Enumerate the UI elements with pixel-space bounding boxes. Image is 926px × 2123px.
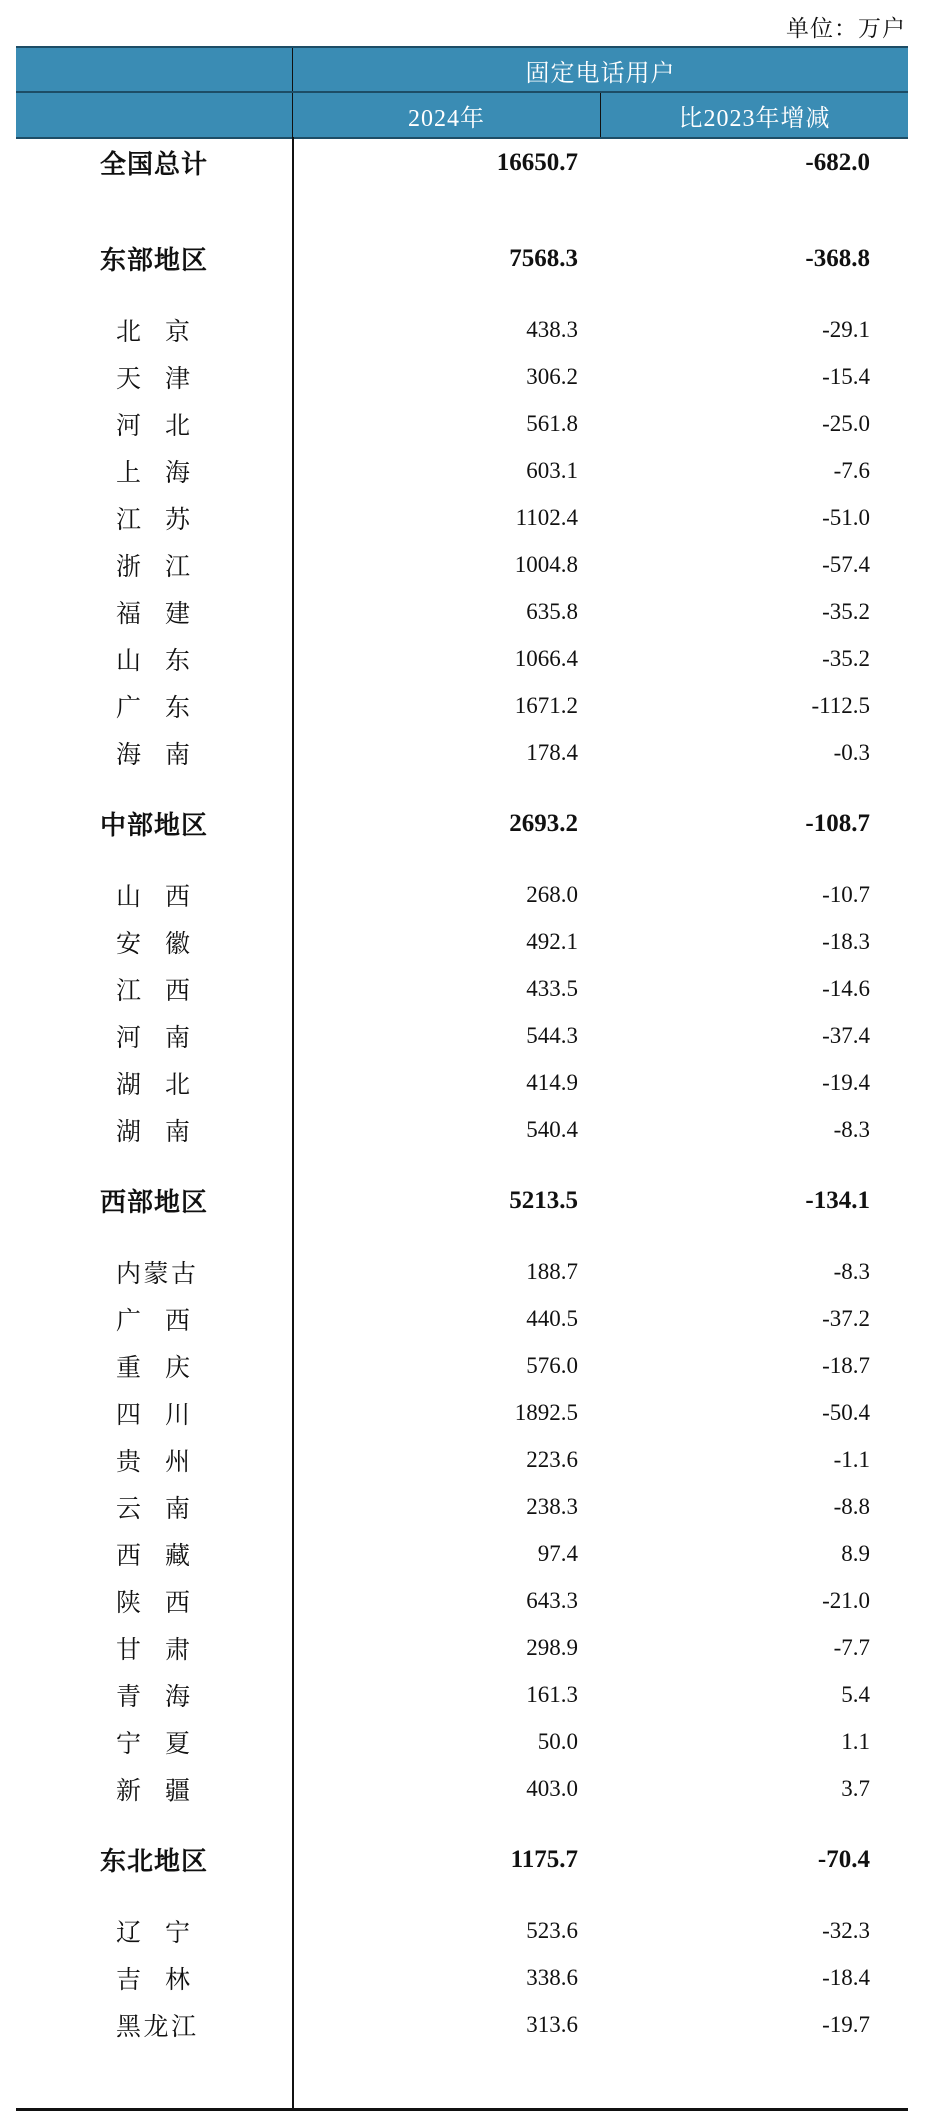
value-change: -35.2 <box>822 645 870 671</box>
value-2024: 561.8 <box>526 410 578 436</box>
province-name <box>116 729 212 776</box>
province-name-chars <box>116 406 190 442</box>
province-name-char: 天 <box>116 365 142 393</box>
table-bottom-rule <box>16 2108 908 2111</box>
table-header-columns-row <box>16 91 908 139</box>
province-name-char: 古 <box>170 1260 196 1288</box>
value-2024: 1175.7 <box>510 1845 578 1873</box>
province-row <box>16 2001 908 2048</box>
province-name <box>116 1436 212 1483</box>
province-row <box>16 1389 908 1436</box>
province-name-char: 南 <box>164 1118 190 1146</box>
value-change: 1.1 <box>841 1728 870 1754</box>
value-change: -18.3 <box>822 928 870 954</box>
province-name-chars <box>116 877 190 913</box>
region-row <box>16 800 908 847</box>
province-name-char: 海 <box>116 741 142 769</box>
value-2024: 403.0 <box>526 1775 578 1801</box>
province-row <box>16 1624 908 1671</box>
value-2024: 338.6 <box>526 1964 578 1990</box>
province-row <box>16 1059 908 1106</box>
province-row <box>16 1765 908 1812</box>
province-name-char: 南 <box>164 1495 190 1523</box>
province-row <box>16 871 908 918</box>
province-name-char: 重 <box>116 1354 142 1382</box>
province-row <box>16 918 908 965</box>
province-name-chars <box>116 547 190 583</box>
value-2024: 433.5 <box>526 975 578 1001</box>
value-2024: 1892.5 <box>514 1399 578 1425</box>
value-2024: 1004.8 <box>514 551 578 577</box>
header-col-2024: 2024年 <box>408 105 485 132</box>
value-2024: 97.4 <box>537 1540 578 1566</box>
value-change: -35.2 <box>822 598 870 624</box>
value-change: -112.5 <box>811 692 870 718</box>
province-name-chars <box>116 1112 190 1148</box>
province-name <box>116 1530 212 1577</box>
province-row <box>16 965 908 1012</box>
value-change: 3.7 <box>841 1775 870 1801</box>
province-name-char: 浙 <box>116 553 142 581</box>
province-name-chars <box>116 1724 190 1760</box>
province-name <box>116 1295 212 1342</box>
province-name <box>116 871 212 918</box>
province-name <box>116 1248 212 1295</box>
value-2024: 188.7 <box>526 1258 578 1284</box>
province-name-chars <box>116 1630 190 1666</box>
value-change: -19.4 <box>822 1069 870 1095</box>
province-name-char: 云 <box>116 1495 142 1523</box>
province-name <box>116 635 212 682</box>
province-name-chars <box>116 1960 190 1996</box>
province-name <box>116 2001 212 2048</box>
province-name-char: 贵 <box>116 1448 142 1476</box>
province-row <box>16 1342 908 1389</box>
province-name-chars <box>116 641 190 677</box>
province-name <box>116 965 212 1012</box>
province-name <box>116 306 212 353</box>
province-name-char: 蒙 <box>143 1260 169 1288</box>
value-change: -25.0 <box>822 410 870 436</box>
value-2024: 603.1 <box>526 457 578 483</box>
province-name-char: 山 <box>116 883 142 911</box>
value-change: -7.7 <box>833 1634 870 1660</box>
province-name-chars <box>116 2007 196 2043</box>
province-name <box>116 1483 212 1530</box>
province-name-char: 南 <box>164 1024 190 1052</box>
value-2024: 1671.2 <box>514 692 578 718</box>
province-name <box>116 1577 212 1624</box>
region-name: 中部地区 <box>100 811 209 840</box>
province-name-chars <box>116 594 190 630</box>
province-name-chars <box>116 1442 190 1478</box>
province-row <box>16 1106 908 1153</box>
value-change: -7.6 <box>833 457 870 483</box>
value-change: -50.4 <box>822 1399 870 1425</box>
province-name-char: 江 <box>164 553 190 581</box>
value-change: -1.1 <box>833 1446 870 1472</box>
province-row <box>16 1530 908 1577</box>
province-name-char: 林 <box>164 1966 190 1994</box>
province-name-char: 北 <box>116 318 142 346</box>
table-header-group-row <box>16 46 908 93</box>
value-2024: 223.6 <box>526 1446 578 1472</box>
value-change: 8.9 <box>841 1540 870 1566</box>
province-name-char: 川 <box>164 1401 190 1429</box>
province-name-chars <box>116 1583 190 1619</box>
value-2024: 7568.3 <box>509 244 578 272</box>
province-name <box>116 1954 212 2001</box>
value-2024: 298.9 <box>526 1634 578 1660</box>
region-row <box>16 139 908 186</box>
province-name-chars <box>116 1254 196 1290</box>
province-name <box>116 1624 212 1671</box>
province-row <box>16 1718 908 1765</box>
value-change: -8.3 <box>833 1116 870 1142</box>
province-row <box>16 1295 908 1342</box>
province-name-char: 河 <box>116 412 142 440</box>
province-row <box>16 447 908 494</box>
province-name-char: 西 <box>164 1307 190 1335</box>
province-name <box>116 1907 212 1954</box>
province-name-char: 新 <box>116 1777 142 1805</box>
value-2024: 50.0 <box>537 1728 578 1754</box>
province-name-chars <box>116 1395 190 1431</box>
province-name-char: 湖 <box>116 1071 142 1099</box>
province-name-char: 肃 <box>164 1636 190 1664</box>
province-name-char: 北 <box>164 1071 190 1099</box>
province-row <box>16 306 908 353</box>
header-col-change: 比2023年增减 <box>678 105 831 132</box>
province-name-char: 宁 <box>164 1919 190 1947</box>
province-name <box>116 447 212 494</box>
province-name-char: 西 <box>164 977 190 1005</box>
value-2024: 2693.2 <box>509 809 578 837</box>
province-name-chars <box>116 500 190 536</box>
province-name-chars <box>116 1677 190 1713</box>
province-name-char: 广 <box>116 694 142 722</box>
value-change: -70.4 <box>817 1845 870 1873</box>
value-2024: 161.3 <box>526 1681 578 1707</box>
province-name-char: 河 <box>116 1024 142 1052</box>
unit-label: 单位：万户 <box>786 16 906 41</box>
province-name-char: 东 <box>164 647 190 675</box>
value-change: -14.6 <box>822 975 870 1001</box>
value-2024: 635.8 <box>526 598 578 624</box>
value-change: -19.7 <box>822 2011 870 2037</box>
province-name-chars <box>116 1348 190 1384</box>
value-2024: 306.2 <box>526 363 578 389</box>
value-change: -682.0 <box>805 148 870 176</box>
province-name-char: 夏 <box>164 1730 190 1758</box>
province-name-char: 西 <box>116 1542 142 1570</box>
province-name <box>116 1765 212 1812</box>
province-row <box>16 1012 908 1059</box>
province-name <box>116 1012 212 1059</box>
province-name-chars <box>116 453 190 489</box>
value-2024: 523.6 <box>526 1917 578 1943</box>
value-change: -29.1 <box>822 316 870 342</box>
value-2024: 492.1 <box>526 928 578 954</box>
value-change: -8.3 <box>833 1258 870 1284</box>
province-name <box>116 1342 212 1389</box>
province-name <box>116 918 212 965</box>
province-name-char: 龙 <box>143 2013 169 2041</box>
province-name-char: 江 <box>170 2013 196 2041</box>
value-change: -37.2 <box>822 1305 870 1331</box>
province-name-char: 北 <box>164 412 190 440</box>
value-change: -8.8 <box>833 1493 870 1519</box>
region-row <box>16 235 908 282</box>
province-name <box>116 588 212 635</box>
province-name-chars <box>116 1065 190 1101</box>
region-row <box>16 1177 908 1224</box>
value-change: -10.7 <box>822 881 870 907</box>
province-name-chars <box>116 688 190 724</box>
province-row <box>16 1954 908 2001</box>
region-name: 东部地区 <box>100 246 209 275</box>
province-name-chars <box>116 1913 190 1949</box>
province-name-char: 徽 <box>164 930 190 958</box>
province-row <box>16 729 908 776</box>
province-name-char: 吉 <box>116 1966 142 1994</box>
province-name-chars <box>116 1301 190 1337</box>
province-name-char: 广 <box>116 1307 142 1335</box>
province-name <box>116 1106 212 1153</box>
province-name <box>116 1059 212 1106</box>
value-change: -18.7 <box>822 1352 870 1378</box>
value-change: -108.7 <box>805 809 870 837</box>
province-row <box>16 1436 908 1483</box>
value-2024: 268.0 <box>526 881 578 907</box>
value-change: -37.4 <box>822 1022 870 1048</box>
province-name-chars <box>116 735 190 771</box>
province-row <box>16 588 908 635</box>
province-name-char: 藏 <box>164 1542 190 1570</box>
province-row <box>16 494 908 541</box>
province-row <box>16 541 908 588</box>
province-name-char: 陕 <box>116 1589 142 1617</box>
value-2024: 643.3 <box>526 1587 578 1613</box>
province-name-chars <box>116 971 190 1007</box>
province-name-chars <box>116 1771 190 1807</box>
value-change: -21.0 <box>822 1587 870 1613</box>
region-name: 西部地区 <box>100 1188 209 1217</box>
province-name-char: 安 <box>116 930 142 958</box>
value-change: -57.4 <box>822 551 870 577</box>
region-row <box>16 1836 908 1883</box>
value-change: -15.4 <box>822 363 870 389</box>
province-row <box>16 353 908 400</box>
province-row <box>16 1483 908 1530</box>
province-name-char: 西 <box>164 1589 190 1617</box>
value-2024: 1102.4 <box>515 504 578 530</box>
value-2024: 5213.5 <box>509 1186 578 1214</box>
province-name-chars <box>116 312 190 348</box>
region-name: 全国总计 <box>100 150 209 179</box>
province-name-char: 宁 <box>116 1730 142 1758</box>
province-row <box>16 1907 908 1954</box>
value-change: -32.3 <box>822 1917 870 1943</box>
province-name-char: 湖 <box>116 1118 142 1146</box>
province-name <box>116 494 212 541</box>
province-name-char: 江 <box>116 977 142 1005</box>
province-name-char: 四 <box>116 1401 142 1429</box>
province-name-char: 州 <box>164 1448 190 1476</box>
value-change: -134.1 <box>805 1186 870 1214</box>
province-name-char: 南 <box>164 741 190 769</box>
province-row <box>16 635 908 682</box>
value-change: -18.4 <box>822 1964 870 1990</box>
value-change: -0.3 <box>833 739 870 765</box>
value-2024: 238.3 <box>526 1493 578 1519</box>
province-name-chars <box>116 359 190 395</box>
value-2024: 576.0 <box>526 1352 578 1378</box>
province-name-char: 内 <box>116 1260 142 1288</box>
province-name-chars <box>116 1018 190 1054</box>
province-name-char: 山 <box>116 647 142 675</box>
region-name: 东北地区 <box>100 1847 209 1876</box>
province-name-chars <box>116 1489 190 1525</box>
value-2024: 16650.7 <box>496 148 578 176</box>
province-name-char: 甘 <box>116 1636 142 1664</box>
province-name <box>116 1718 212 1765</box>
province-row <box>16 1577 908 1624</box>
province-row <box>16 1671 908 1718</box>
province-name-char: 辽 <box>116 1919 142 1947</box>
value-2024: 313.6 <box>526 2011 578 2037</box>
province-name <box>116 1671 212 1718</box>
province-row <box>16 400 908 447</box>
value-2024: 1066.4 <box>514 645 578 671</box>
province-name-char: 上 <box>116 459 142 487</box>
province-name <box>116 1389 212 1436</box>
province-name-char: 津 <box>164 365 190 393</box>
province-name-chars <box>116 924 190 960</box>
value-2024: 438.3 <box>526 316 578 342</box>
province-name-char: 苏 <box>164 506 190 534</box>
value-2024: 544.3 <box>526 1022 578 1048</box>
province-name-char: 海 <box>164 459 190 487</box>
value-2024: 440.5 <box>526 1305 578 1331</box>
value-change: -51.0 <box>822 504 870 530</box>
province-name <box>116 353 212 400</box>
value-2024: 540.4 <box>526 1116 578 1142</box>
province-name-char: 京 <box>164 318 190 346</box>
province-name-char: 青 <box>116 1683 142 1711</box>
province-name-chars <box>116 1536 190 1572</box>
province-name-char: 建 <box>164 600 190 628</box>
province-name-char: 江 <box>116 506 142 534</box>
province-name-char: 东 <box>164 694 190 722</box>
province-name <box>116 541 212 588</box>
value-change: -368.8 <box>805 244 870 272</box>
province-name <box>116 682 212 729</box>
value-2024: 178.4 <box>526 739 578 765</box>
province-row <box>16 682 908 729</box>
value-change: 5.4 <box>841 1681 870 1707</box>
header-group-title: 固定电话用户 <box>525 60 676 87</box>
value-2024: 414.9 <box>526 1069 578 1095</box>
province-name-char: 黑 <box>116 2013 142 2041</box>
province-row <box>16 1248 908 1295</box>
province-name <box>116 400 212 447</box>
province-name-char: 海 <box>164 1683 190 1711</box>
province-name-char: 疆 <box>164 1777 190 1805</box>
province-name-char: 庆 <box>164 1354 190 1382</box>
province-name-char: 福 <box>116 600 142 628</box>
province-name-char: 西 <box>164 883 190 911</box>
